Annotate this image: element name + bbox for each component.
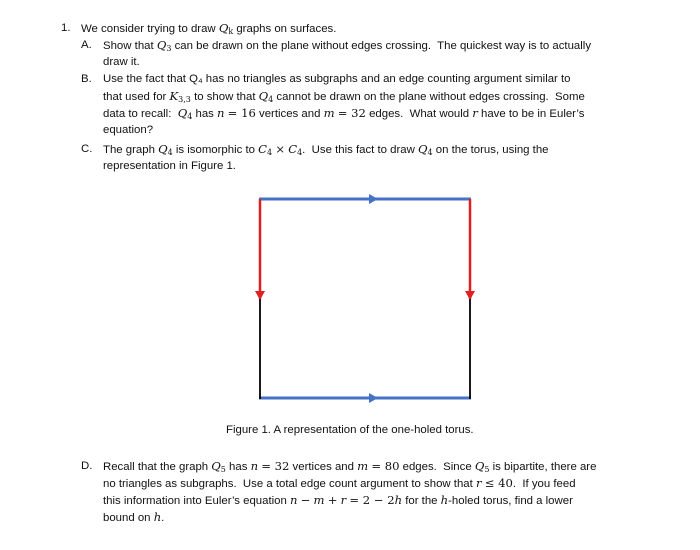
- part-a-line-1: Show that $Q_3$ can be drawn on the plane without edges crossing. The quickest way is to actually: [103, 38, 592, 53]
- part-b-line-2: that used for $K_{3,3}$ to show that $Q_4$ cannot be drawn on the plane without edges crossing. Some: [103, 89, 585, 104]
- part-b-line-4: equation?: [103, 124, 154, 136]
- part-b-letter: B.: [81, 73, 92, 85]
- part-a-letter: A.: [81, 39, 92, 51]
- bottom-edge-arrow: [369, 393, 378, 403]
- top-edge-arrow: [369, 194, 378, 204]
- part-c-line-1: The graph $Q_4$ is isomorphic to $C_4 \times C_4$. Use this fact to draw $Q_4$ on the torus, using the: [103, 142, 549, 157]
- right-edge-arrow: [465, 291, 475, 300]
- part-d-line-3: this information into Euler’s equation n − m + r = 2 − 2h for the h-holed torus, find a lower: [103, 493, 573, 507]
- part-d-line-1: Recall that the graph $Q_5$ has n = 32 vertices and m = 80 edges. Since $Q_5$ is bipartite, there are: [103, 459, 597, 474]
- part-d-letter: D.: [81, 460, 93, 472]
- part-d-line-4: bound on h.: [103, 510, 165, 524]
- left-edge-arrow: [255, 291, 265, 300]
- figure-caption: Figure 1. A representation of the one-holed torus.: [226, 424, 474, 436]
- problem-number: 1.: [61, 22, 71, 34]
- part-d-line-2: no triangles as subgraphs. Use a total edge count argument to show that r ≤ 40. If you feed: [103, 476, 576, 490]
- problem-intro: We consider trying to draw $Q_k$ graphs on surfaces.: [81, 21, 337, 36]
- part-a-line-2: draw it.: [103, 56, 140, 68]
- part-c-letter: C.: [81, 143, 93, 155]
- part-b-line-1: Use the fact that Q₄ has no triangles as subgraphs and an edge counting argument similar to: [103, 73, 571, 85]
- part-c-line-2: representation in Figure 1.: [103, 160, 236, 172]
- part-b-line-3: data to recall: $Q_4$ has n = 16 vertices and m = 32 edges. What would r have to be in Euler’s: [103, 106, 585, 121]
- torus-square: [255, 194, 475, 403]
